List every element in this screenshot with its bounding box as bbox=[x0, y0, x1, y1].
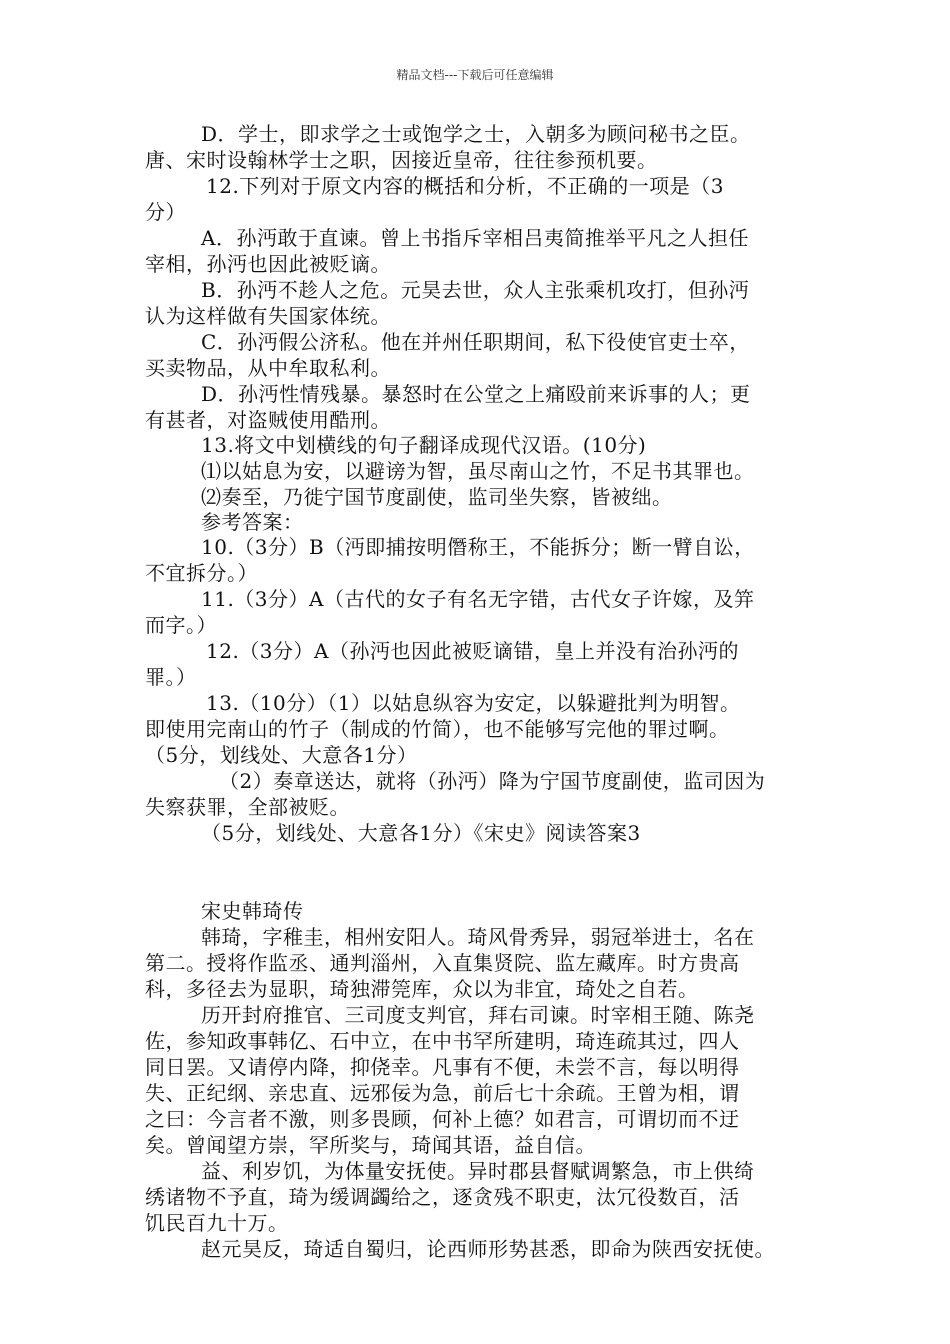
text-line: 赵元昊反，琦适自蜀归，论西师形势甚悉，即命为陕西安抚使。 bbox=[201, 1237, 775, 1261]
text-line: 同日罢。又请停内降，抑侥幸。凡事有不便，未尝不言，每以明得 bbox=[145, 1055, 740, 1079]
text-line: 而字。） bbox=[145, 613, 217, 637]
text-line: 12.下列对于原文内容的概括和分析，不正确的一项是（3 bbox=[206, 174, 725, 198]
text-line: （5分，划线处、大意各1分） bbox=[145, 743, 418, 767]
text-line: 参考答案： bbox=[201, 510, 304, 534]
text-line: C．孙沔假公济私。他在并州任职期间，私下役使官吏士卒， bbox=[201, 330, 750, 354]
section-title: 宋史韩琦传 bbox=[201, 899, 304, 923]
text-line: 科，多径去为显职，琦独滞筦库，众以为非宜，琦处之自若。 bbox=[145, 977, 699, 1001]
text-line: A．孙沔敢于直谏。曾上书指斥宰相吕夷简推举平凡之人担任 bbox=[201, 226, 749, 250]
text-line: 13.（10分）（1）以姑息纵容为安定，以躲避批判为明智。 bbox=[206, 691, 741, 715]
text-line: 即使用完南山的竹子（制成的竹简），也不能够写完他的罪过啊。 bbox=[145, 717, 730, 741]
text-line: 韩琦，字稚圭，相州安阳人。琦风骨秀异，弱冠举进士，名在 bbox=[201, 925, 755, 949]
text-line: 之曰：今言者不激，则多畏顾，何补上德？如君言，可谓切而不迂 bbox=[145, 1107, 740, 1131]
text-line: 唐、宋时设翰林学士之职，因接近皇帝，往往参预机要。 bbox=[145, 148, 658, 172]
text-line: 11.（3分）A（古代的女子有名无字错，古代女子许嫁，及笄 bbox=[201, 587, 755, 611]
text-line: 不宜拆分。） bbox=[145, 561, 258, 585]
text-line: 有甚者，对盗贼使用酷刑。 bbox=[145, 408, 391, 432]
text-line: 分） bbox=[145, 200, 186, 224]
text-line: 失察获罪，全部被贬。 bbox=[145, 795, 350, 819]
text-line: 矣。曾闻望方崇，罕所奖与，琦闻其语，益自信。 bbox=[145, 1133, 596, 1157]
page-header: 精品文档---下载后可任意编辑 bbox=[396, 68, 554, 82]
text-line: 失、正纪纲、亲忠直、远邪佞为急，前后七十余疏。王曾为相，谓 bbox=[145, 1081, 740, 1105]
text-line: 12.（3分）A（孙沔也因此被贬谪错，皇上并没有治孙沔的 bbox=[206, 639, 739, 663]
text-line: 宰相，孙沔也因此被贬谪。 bbox=[145, 252, 391, 276]
text-line: 历开封府推官、三司度支判官，拜右司谏。时宰相王随、陈尧 bbox=[201, 1003, 755, 1027]
text-line: ⑵奏至，乃徙宁国节度副使，监司坐失察，皆被绌。 bbox=[201, 485, 673, 509]
text-line: ⑴以姑息为安，以避谤为智，虽尽南山之竹，不足书其罪也。 bbox=[201, 459, 755, 483]
text-line: 饥民百九十万。 bbox=[145, 1211, 289, 1235]
text-line: 认为这样做有失国家体统。 bbox=[145, 304, 391, 328]
text-line: B．孙沔不趁人之危。元昊去世，众人主张乘机攻打，但孙沔 bbox=[201, 278, 750, 302]
text-line: 10.（3分）B（沔即捕按明僭称王，不能拆分；断一臂自讼， bbox=[201, 535, 755, 559]
text-line: 益、利岁饥，为体量安抚使。异时郡县督赋调繁急，市上供绮 bbox=[201, 1159, 755, 1183]
text-line: 罪。） bbox=[145, 665, 197, 689]
text-line: D．学士，即求学之士或饱学之士，入朝多为顾问秘书之臣。 bbox=[201, 122, 751, 146]
text-line: （5分，划线处、大意各1分）《宋史》阅读答案3 bbox=[201, 821, 641, 845]
text-line: （2）奏章送达，就将（孙沔）降为宁国节度副使，监司因为 bbox=[219, 769, 766, 793]
text-line: 第二。授将作监丞、通判淄州，入直集贤院、监左藏库。时方贵高 bbox=[145, 951, 740, 975]
text-line: D．孙沔性情残暴。暴怒时在公堂之上痛殴前来诉事的人；更 bbox=[201, 382, 751, 406]
text-line: 佐，参知政事韩亿、石中立，在中书罕所建明，琦连疏其过，四人 bbox=[145, 1029, 740, 1053]
text-line: 买卖物品，从中牟取私利。 bbox=[145, 356, 391, 380]
text-line: 绣诸物不予直，琦为缓调蠲给之，逐贪残不职吏，汰冗役数百，活 bbox=[145, 1185, 740, 1209]
text-line: 13.将文中划横线的句子翻译成现代汉语。(10分) bbox=[201, 433, 647, 457]
